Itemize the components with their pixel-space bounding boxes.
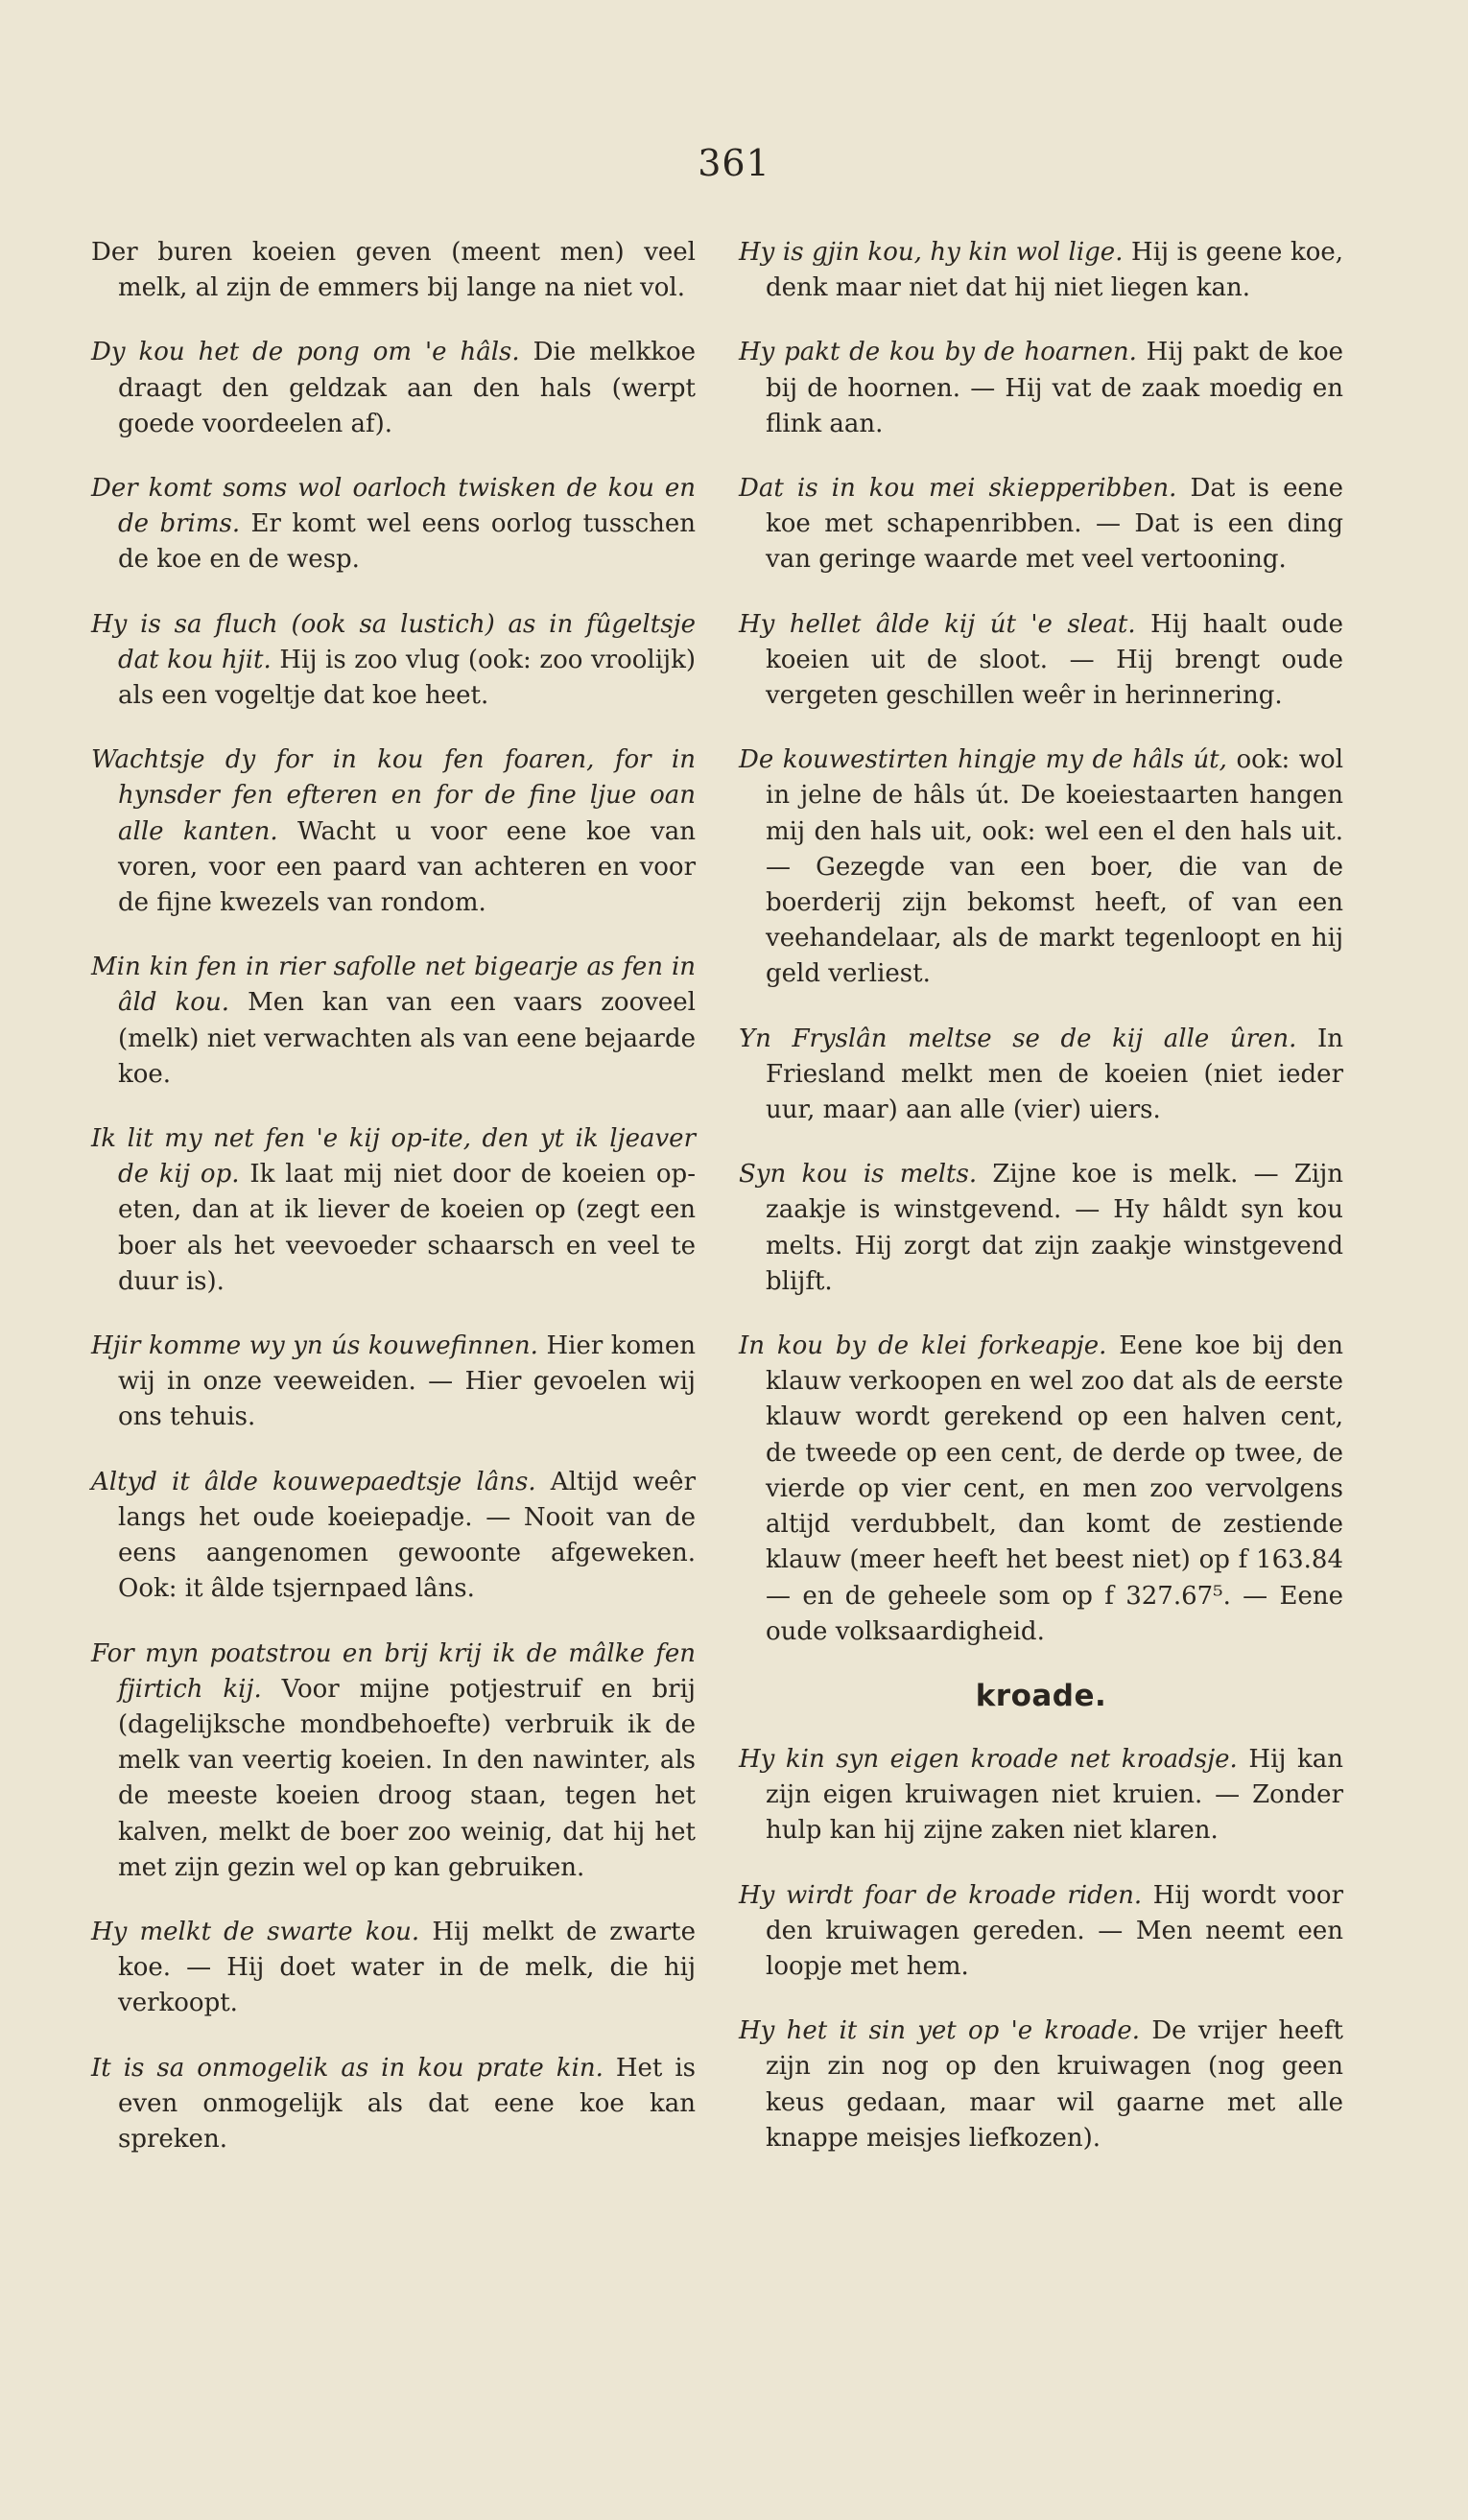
dutch-translation: De vrijer heeft zijn zin nog op den kruiwagen (nog geen keus gedaan, maar wil gaarne met alle knappe meisjes liefkozen). [766,2016,1343,2153]
proverb-entry [91,1121,696,1300]
frisian-proverb: Hy het it sin yet op 'e kroade. [739,2016,1141,2046]
left-column [91,235,696,2186]
proverb-entry [739,2014,1343,2156]
frisian-proverb: Min kin fen in rier safolle net bigearje as fen in âld kou. [91,953,696,1018]
proverb-entry [91,1329,696,1436]
proverb-entry [91,471,696,578]
frisian-proverb: For myn poatstrou en brij krij ik de mâlke fen fjirtich kij. [91,1638,696,1704]
dutch-translation: Die melkkoe draagt den geldzak aan den hals (werpt goede voordeelen af). [118,338,696,438]
proverb-entry [739,335,1343,442]
frisian-proverb: Ik lit my net fen 'e kij op-ite, den yt ik ljeaver de kij op. [91,1124,696,1189]
frisian-proverb: Hy wirdt foar de kroade riden. [739,1880,1143,1910]
dutch-translation: Dat is eene koe met schapenribben. — Dat is een ding van geringe waarde met veel vertooning. [766,474,1344,575]
proverb-entry [739,1329,1343,1650]
frisian-proverb: Wachtsje dy for in kou fen foaren, for in hynsder fen efteren en for de fine ljue oan alle kanten. [91,745,696,846]
dutch-translation: ook: wol in jelne de hâls út. De koeiestaarten hangen mij den hals uit, ook: wel een el den hals uit. — Gezegde van een boer, die van de boerderij zijn bekomst heeft, of van een veehandelaar, als de markt tegenloopt en hij geld verliest. [766,745,1344,989]
dutch-translation: Wacht u voor eene koe van voren, voor een paard van achteren en voor de fijne kwezels van rondom. [118,816,696,918]
proverb-entry [91,2051,696,2158]
dutch-translation: Hij is geene koe, denk maar niet dat hij niet liegen kan. [766,238,1343,303]
frisian-proverb: Hy melkt de swarte kou. [91,1917,420,1946]
frisian-proverb: Syn kou is melts. [739,1160,978,1189]
frisian-proverb: Hy pakt de kou by de hoarnen. [739,338,1137,367]
dutch-translation: Hij melkt de zwarte koe. — Hij doet water in de melk, die hij verkoopt. [118,1917,697,2018]
dutch-translation: Der buren koeien geven (meent men) veel melk, al zijn de emmers bij lange na niet vol. [91,238,696,303]
dutch-translation: Het is even onmogelijk als dat eene koe kan spreken. [118,2053,697,2154]
proverb-entry [91,1637,696,1886]
frisian-proverb: Hy is gjin kou, hy kin wol lige. [739,238,1124,267]
dutch-translation: Hij pakt de koe bij de hoornen. — Hij vat de zaak moedig en flink aan. [766,338,1343,438]
dutch-translation: Er komt wel eens oorlog tusschen de koe en de wesp. [118,509,697,575]
proverb-entry [739,1878,1343,1986]
proverb-entry [739,471,1343,578]
frisian-proverb: Hy is sa fluch (ook sa lustich) as in fûgeltsje dat kou hjit. [91,609,696,674]
proverb-entry [739,742,1343,992]
dutch-translation: Zijne koe is melk. — Zijn zaakje is winstgevend. — Hy hâldt syn kou melts. Hij zorgt dat zijn zaakje winstgevend blijft. [766,1160,1344,1296]
proverb-entry [91,1915,696,2022]
proverb-entry [91,607,696,715]
dutch-translation: Altijd weêr langs het oude koeiepadje. — Nooit van de eens aangenomen gewoonte afgeweken. Ook: it âlde tsjernpaed lâns. [118,1467,696,1604]
dutch-translation: Hij kan zijn eigen kruiwagen niet kruien. — Zonder hulp kan hij zijne zaken niet klaren. [766,1744,1344,1846]
dutch-translation: Hij haalt oude koeien uit de sloot. — Hij brengt oude vergeten geschillen weêr in herinnering. [766,609,1343,711]
frisian-proverb: Hjir komme wy yn ús kouwefinnen. [91,1331,538,1361]
frisian-proverb: Hy hellet âlde kij út 'e sleat. [739,609,1136,639]
proverb-entry [739,1742,1343,1849]
proverb-entry [739,1022,1343,1129]
proverb-entry [91,235,696,306]
frisian-proverb: It is sa onmogelik as in kou prate kin. [91,2053,604,2083]
dutch-translation: Hij is zoo vlug (ook: zoo vroolijk) als een vogeltje dat koe heet. [118,645,696,711]
section-heading: kroade. [975,1678,1107,1713]
proverb-entry [91,950,696,1093]
dutch-translation: Voor mijne potjestruif en brij (dagelijksche mondbehoefte) verbruik ik de melk van veertig koeien. In den nawinter, als de meeste koeien droog staan, tegen het kalven, melkt de boer zoo weinig, dat hij het met zijn gezin wel op kan gebruiken. [118,1674,696,1882]
frisian-proverb: In kou by de klei forkeapje. [739,1331,1107,1361]
page-number: 361 [698,142,770,184]
dutch-translation: Hier komen wij in onze veeweiden. — Hier gevoelen wij ons tehuis. [118,1331,696,1432]
proverb-entry [91,335,696,442]
right-column [739,235,1343,2185]
proverb-entry [91,742,696,921]
proverb-entry [739,235,1343,306]
dutch-translation: Hij wordt voor den kruiwagen gereden. — Men neemt een loopje met hem. [766,1880,1343,1981]
dutch-translation: In Friesland melkt men de koeien (niet ieder uur, maar) aan alle (vier) uiers. [766,1024,1343,1125]
dutch-translation: Ik laat mij niet door de koeien op-eten, dan at ik liever de koeien op (zegt een boer als het veevoeder schaarsch en veel te duur is). [118,1160,696,1296]
dutch-translation: Men kan van een vaars zooveel (melk) niet verwachten als van eene bejaarde koe. [118,988,696,1089]
proverb-entry [91,1465,696,1608]
frisian-proverb: Der komt soms wol oarloch twisken de kou en de brims. [91,474,696,539]
frisian-proverb: Altyd it âlde kouwepaedtsje lâns. [91,1467,536,1496]
frisian-proverb: Yn Fryslân meltse se de kij alle ûren. [739,1024,1297,1053]
frisian-proverb: Dy kou het de pong om 'e hâls. [91,338,520,367]
proverb-entry [739,607,1343,715]
frisian-proverb: Hy kin syn eigen kroade net kroadsje. [739,1744,1238,1774]
frisian-proverb: Dat is in kou mei skiepperibben. [739,474,1177,504]
dutch-translation: Eene koe bij den klauw verkoopen en wel zoo dat als de eerste klauw wordt gerekend op een halven cent, de tweede op een cent, de derde op twee, de vierde op vier cent, en men zoo vervolgens altijd verdubbelt, dan komt de zestiende klauw (meer heeft het beest niet) op f 163.84 — en de geheele som op f 327.67⁵. — Eene oude volksaardigheid. [766,1331,1343,1646]
frisian-proverb: De kouwestirten hingje my de hâls út, [739,745,1227,775]
proverb-entry [739,1157,1343,1300]
